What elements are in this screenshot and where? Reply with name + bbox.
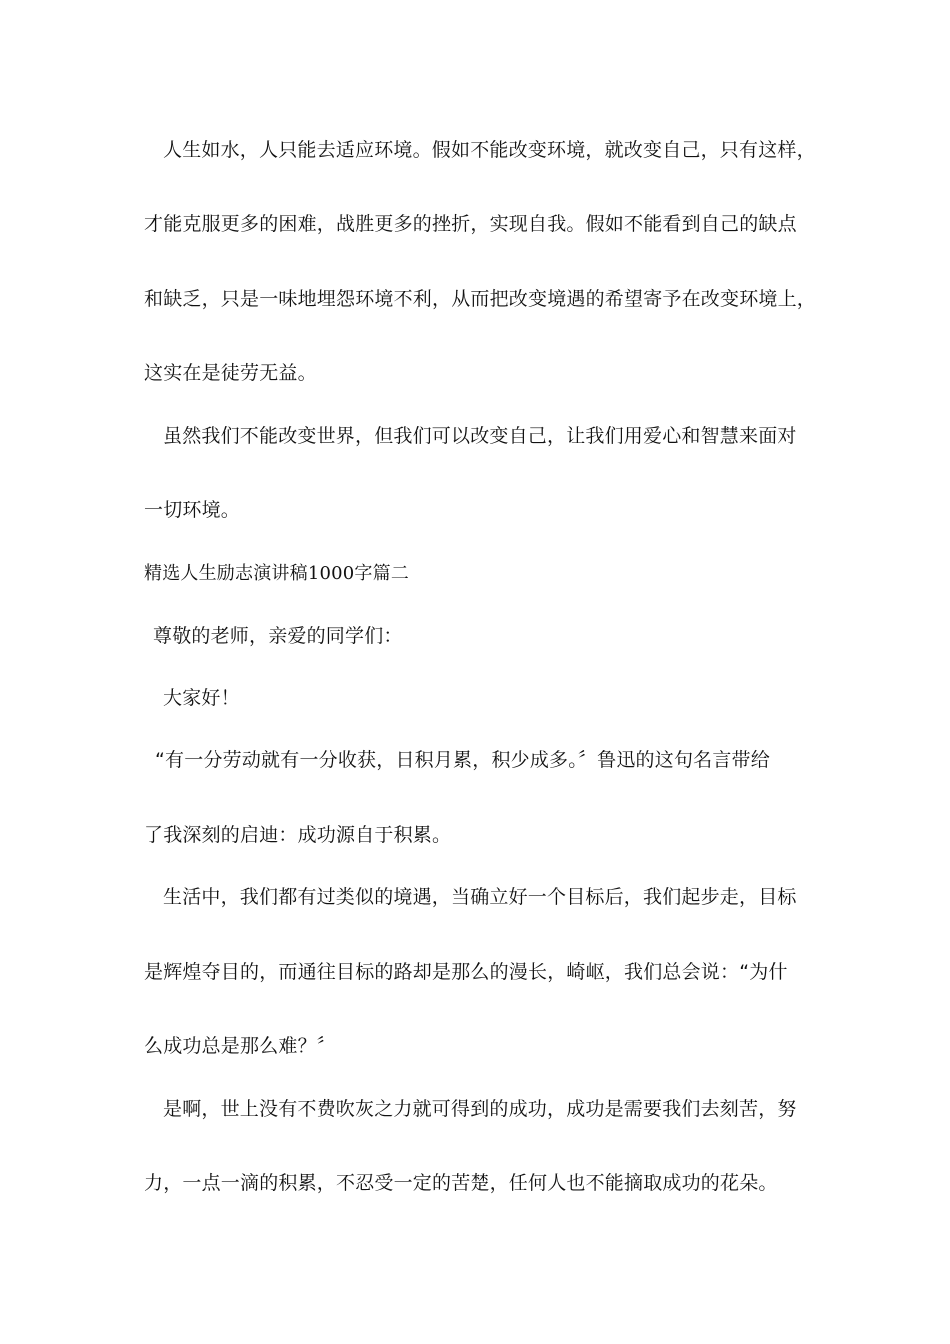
paragraph-5-line-2: 力，一点一滴的积累，不忍受一定的苦楚，任何人也不能摘取成功的花朵。 — [144, 1172, 778, 1194]
paragraph-5-line-1: 是啊，世上没有不费吹灰之力就可得到的成功，成功是需要我们去刻苦，努 — [163, 1098, 797, 1120]
section-heading-suffix: 字篇二 — [354, 563, 410, 584]
section-heading-prefix: 精选人生励志演讲稿 — [144, 563, 308, 584]
paragraph-2-line-1: 虽然我们不能改变世界，但我们可以改变自己，让我们用爱心和智慧来面对 — [163, 425, 797, 447]
section-heading — [144, 562, 409, 586]
paragraph-3-line-1: “有一分劳动就有一分收获，日积月累，积少成多。〞鲁迅的这句名言带给 — [155, 749, 770, 771]
paragraph-4-line-1: 生活中，我们都有过类似的境遇，当确立好一个目标后，我们起步走，目标 — [163, 886, 797, 908]
paragraph-3-line-2: 了我深刻的启迪：成功源自于积累。 — [144, 824, 452, 846]
salutation: 尊敬的老师，亲爱的同学们： — [153, 625, 403, 647]
paragraph-1-line-2: 才能克服更多的困难，战胜更多的挫折，实现自我。假如不能看到自己的缺点 — [144, 213, 797, 235]
section-heading-number: 1000 — [307, 563, 355, 584]
paragraph-1-line-3: 和缺乏，只是一味地埋怨环境不利，从而把改变境遇的希望寄予在改变环境上， — [144, 288, 817, 310]
paragraph-1-line-4: 这实在是徒劳无益。 — [144, 362, 317, 384]
paragraph-4-line-2: 是辉煌夺目的，而通往目标的路却是那么的漫长，崎岖，我们总会说：“为什 — [144, 961, 788, 983]
paragraph-1-line-1: 人生如水，人只能去适应环境。假如不能改变环境，就改变自己，只有这样， — [163, 139, 816, 161]
paragraph-4-line-3: 么成功总是那么难？〞 — [144, 1035, 337, 1057]
greeting: 大家好！ — [163, 687, 240, 709]
paragraph-2-line-2: 一切环境。 — [144, 499, 241, 521]
